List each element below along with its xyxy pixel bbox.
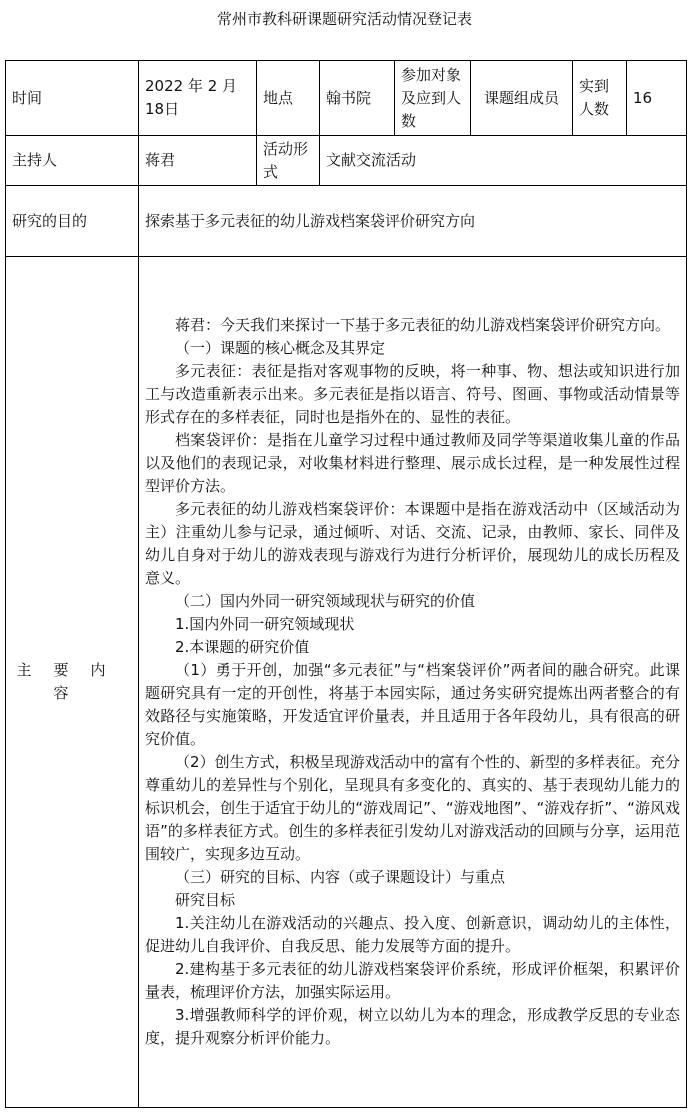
table-row (6, 61, 687, 136)
main-content-body (139, 257, 687, 1108)
time-value: 2022 年 2 月 18日 (139, 61, 257, 136)
content-paragraph: （2）创生方式，积极呈现游戏活动中的富有个性的、新型的多样表征。充分尊重幼儿的差异性与个别化，呈现具有多变化的、真实的、基于表现幼儿能力的标识机会，创生于适宜于幼儿的“游戏周记”、“游戏地图”、“游戏存折”、“游风戏语”的多样表征方式。创生的多样表征引发幼儿对游戏活动的回顾与分享，运用范围较广，实现多边互动。 (145, 753, 680, 863)
content-paragraph: 1.国内外同一研究领域现状 (175, 615, 355, 633)
actual-attendance-label: 实到人数 (573, 61, 627, 136)
table-row (6, 186, 687, 257)
time-label: 时间 (6, 61, 139, 136)
content-paragraph: 3.增强教师科学的评价观，树立以幼儿为本的理念，形成教学反思的专业态度，提升观察分析评价能力。 (145, 1006, 680, 1047)
content-paragraph: 多元表征的幼儿游戏档案袋评价：本课题中是指在游戏活动中（区域活动为主）注重幼儿参与记录，通过倾听、对话、交流、记录，由教师、家长、同伴及幼儿自身对于幼儿的游戏表现与游戏行为进行分析评价，展现幼儿的成长历程及意义。 (145, 500, 680, 587)
purpose-label: 研究的目的 (6, 186, 139, 257)
place-value: 翰书院 (320, 61, 395, 136)
content-paragraph: （一）课题的核心概念及其界定 (175, 339, 386, 357)
content-paragraph: 蒋君：今天我们来探讨一下基于多元表征的幼儿游戏档案袋评价研究方向。 (175, 316, 671, 334)
main-content-label: 主要内容 (6, 257, 139, 1108)
content-paragraph: （1）勇于开创，加强“多元表征”与“档案袋评价”两者间的融合研究。此课题研究具有一定的开创性，将基于本园实际，通过务实研究提炼出两者整合的有效路径与实施策略，开发适宜评价量表，并且适用于各年段幼儿，具有很高的研究价值。 (145, 661, 680, 748)
activity-form-label: 活动形式 (257, 136, 320, 186)
table-row (6, 136, 687, 186)
table-row (6, 257, 687, 1108)
place-label: 地点 (257, 61, 320, 136)
content-paragraph: 档案袋评价：是指在儿童学习过程中通过教师及同学等渠道收集儿童的作品以及他们的表现记录，对收集材料进行整理、展示成长过程，是一种发展性过程型评价方法。 (145, 431, 680, 495)
actual-attendance-value: 16 (627, 61, 687, 136)
content-paragraph: （三）研究的目标、内容（或子课题设计）与重点 (175, 868, 506, 886)
participants-label: 参加对象及应到人数 (395, 61, 471, 136)
content-paragraph: 多元表征：表征是指对客观事物的反映，将一种事、物、想法或知识进行加工与改造重新表示出来。多元表征是指以语言、符号、图画、事物或活动情景等形式存在的多样表征，同时也是指外在的、显性的表征。 (145, 362, 680, 426)
document-title: 常州市教科研课题研究活动情况登记表 (216, 10, 472, 28)
content-paragraph: 2.建构基于多元表征的幼儿游戏档案袋评价系统，形成评价框架，积累评价量表，梳理评价方法，加强实际运用。 (145, 960, 680, 1001)
registration-form-table (5, 60, 687, 1108)
content-paragraph: 2.本课题的研究价值 (175, 638, 310, 656)
content-paragraph: （二）国内外同一研究领域现状与研究的价值 (175, 592, 476, 610)
host-value: 蒋君 (139, 136, 257, 186)
content-paragraph: 研究目标 (175, 891, 236, 909)
activity-form-value: 文献交流活动 (320, 136, 687, 186)
purpose-value: 探索基于多元表征的幼儿游戏档案袋评价研究方向 (139, 186, 687, 257)
host-label: 主持人 (6, 136, 139, 186)
participants-value: 课题组成员 (471, 61, 573, 136)
content-paragraph: 1.关注幼儿在游戏活动的兴趣点、投入度、创新意识，调动幼儿的主体性，促进幼儿自我评价、自我反思、能力发展等方面的提升。 (145, 914, 680, 955)
